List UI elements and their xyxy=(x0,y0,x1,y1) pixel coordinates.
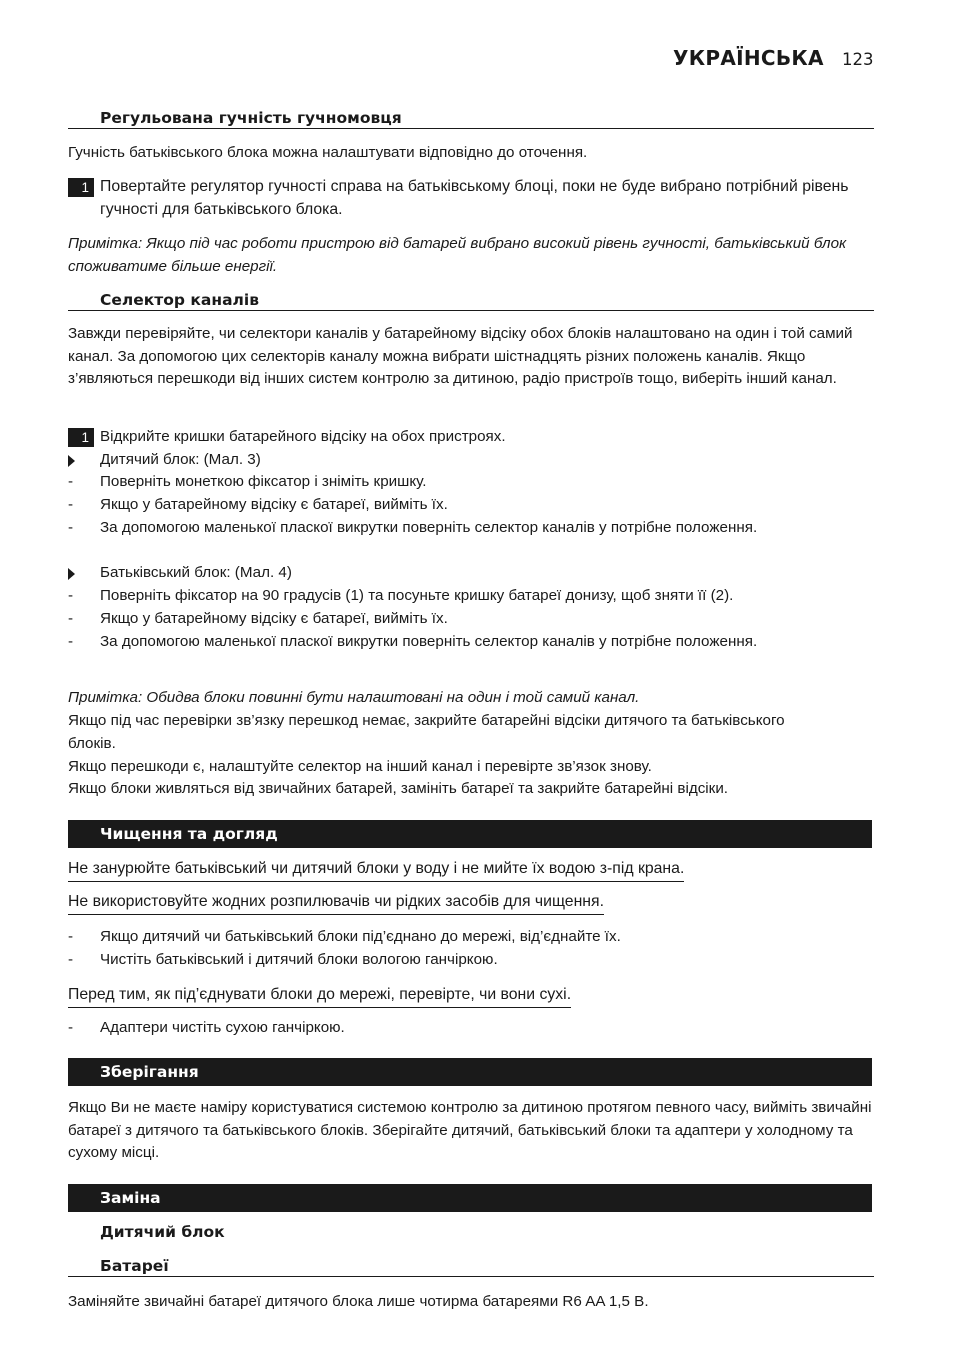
page-number: 123 xyxy=(842,50,874,69)
list-item-text: За допомогою маленької пласкої викрутки поверніть селектор каналів у потрібне положення. xyxy=(100,519,758,536)
bullet-text: Батьківський блок: (Мал. 4) xyxy=(100,564,292,581)
channels-after-2: Якщо перешкоди є, налаштуйте селектор на інший канал і перевірте зв’язок знову. xyxy=(68,758,652,775)
list-item-text: Поверніть фіксатор на 90 градусів (1) та посуньте кришку батареї донизу, щоб зняти її (2). xyxy=(100,587,734,604)
list-item-text: Чистіть батьківський і дитячий блоки вологою ганчіркою. xyxy=(100,951,498,968)
step-text: Повертайте регулятор гучності справа на батьківському блоці, поки не буде вибрано потрібний рівень гучності для батьківського блока. xyxy=(100,178,849,218)
list-item: - Поверніть фіксатор на 90 градусів (1) та посуньте кришку батареї донизу, щоб зняти її (2). xyxy=(68,585,874,608)
list-item-text: Поверніть монеткою фіксатор і зніміть кришку. xyxy=(100,473,427,490)
page-language-title: УКРАЇНСЬКА xyxy=(673,46,824,70)
volume-step-1 xyxy=(68,176,874,221)
list-item-text: Адаптери чистіть сухою ганчіркою. xyxy=(100,1019,345,1036)
list-item: - Адаптери чистіть сухою ганчіркою. xyxy=(68,1017,874,1040)
cleaning-warning-3: Перед тим, як під’єднувати блоки до мережі, перевірте, чи вони сухі. xyxy=(68,984,571,1008)
step-text: Відкрийте кришки батарейного відсіку на обох пристроях. xyxy=(100,428,506,445)
channels-after-1: Якщо під час перевірки зв’язку перешкод немає, закрийте батарейні відсіки дитячого та батьківського блоків. xyxy=(68,712,785,752)
cleaning-warning-1: Не занурюйте батьківський чи дитячий блоки у воду і не мийте їх водою з-під крана. xyxy=(68,858,684,882)
channels-step-1 xyxy=(68,426,874,449)
section-title: Селектор каналів xyxy=(100,291,260,309)
subheading-baby-unit: Дитячий блок xyxy=(100,1223,225,1241)
triangle-bullet-icon xyxy=(68,455,75,467)
baby-unit-heading xyxy=(68,449,874,472)
section-title: Зберігання xyxy=(100,1063,199,1081)
step-number-badge: 1 xyxy=(68,428,94,447)
list-item: - Чистіть батьківський і дитячий блоки вологою ганчіркою. xyxy=(68,949,874,972)
section-bar-storage xyxy=(68,1058,872,1086)
list-item: - Якщо дитячий чи батьківський блоки під’єднано до мережі, від’єднайте їх. xyxy=(68,926,874,949)
list-item: - За допомогою маленької пласкої викрутки поверніть селектор каналів у потрібне положення. xyxy=(68,517,874,540)
section-title: Батареї xyxy=(100,1257,169,1275)
channels-note: Примітка: Обидва блоки повинні бути налаштовані на один і той самий канал. xyxy=(68,689,640,706)
volume-intro: Гучність батьківського блока можна налаштувати відповідно до оточення. xyxy=(68,144,588,161)
parent-unit-heading xyxy=(68,562,874,585)
section-heading-volume xyxy=(68,108,874,129)
list-item-text: Якщо у батарейному відсіку є батареї, вийміть їх. xyxy=(100,610,448,627)
step-number-badge: 1 xyxy=(68,178,94,197)
section-bar-replacement xyxy=(68,1184,872,1212)
storage-text: Якщо Ви не маєте наміру користуватися системою контролю за дитиною протягом певного часу, вийміть звичайні батареї з дитячого та батьківського блоків. Зберігайте дитячий, батьківський блоки та адаптери у холодному та сухому місці. xyxy=(68,1099,872,1162)
section-title: Регульована гучність гучномовця xyxy=(100,109,402,127)
bullet-text: Дитячий блок: (Мал. 3) xyxy=(100,451,261,468)
section-title: Чищення та догляд xyxy=(100,825,278,843)
list-item: - Якщо у батарейному відсіку є батареї, вийміть їх. xyxy=(68,608,874,631)
channels-after-3: Якщо блоки живляться від звичайних батарей, замініть батареї та закрийте батарейні відсіки. xyxy=(68,780,729,797)
list-item: - Поверніть монеткою фіксатор і зніміть кришку. xyxy=(68,471,874,494)
section-title: Заміна xyxy=(100,1189,161,1207)
section-heading-channels xyxy=(68,290,874,311)
list-item-text: Якщо у батарейному відсіку є батареї, вийміть їх. xyxy=(100,496,448,513)
list-item: - Якщо у батарейному відсіку є батареї, вийміть їх. xyxy=(68,494,874,517)
section-heading-batteries xyxy=(68,1256,874,1277)
cleaning-warning-2: Не використовуйте жодних розпилювачів чи рідких засобів для чищення. xyxy=(68,891,604,915)
channels-intro: Завжди перевіряйте, чи селектори каналів у батарейному відсіку обох блоків налаштовано на один і той самий канал. За допомогою цих селекторів каналу можна вибрати шістнадцять різних положень каналів. Якщо з’являються перешкоди від інших систем контролю за дитиною, радіо пристроїв тощо, виберіть інший канал. xyxy=(68,325,853,388)
volume-note: Примітка: Якщо під час роботи пристрою від батарей вибрано високий рівень гучності, батьківський блок споживатиме більше енергії. xyxy=(68,235,847,275)
triangle-bullet-icon xyxy=(68,568,75,580)
replacement-text: Заміняйте звичайні батареї дитячого блока лише чотирма батареями R6 AA 1,5 В. xyxy=(68,1293,649,1310)
list-item-text: За допомогою маленької пласкої викрутки поверніть селектор каналів у потрібне положення. xyxy=(100,633,758,650)
section-bar-cleaning xyxy=(68,820,872,848)
list-item: - За допомогою маленької пласкої викрутки поверніть селектор каналів у потрібне положення. xyxy=(68,631,874,654)
list-item-text: Якщо дитячий чи батьківський блоки під’єднано до мережі, від’єднайте їх. xyxy=(100,928,621,945)
